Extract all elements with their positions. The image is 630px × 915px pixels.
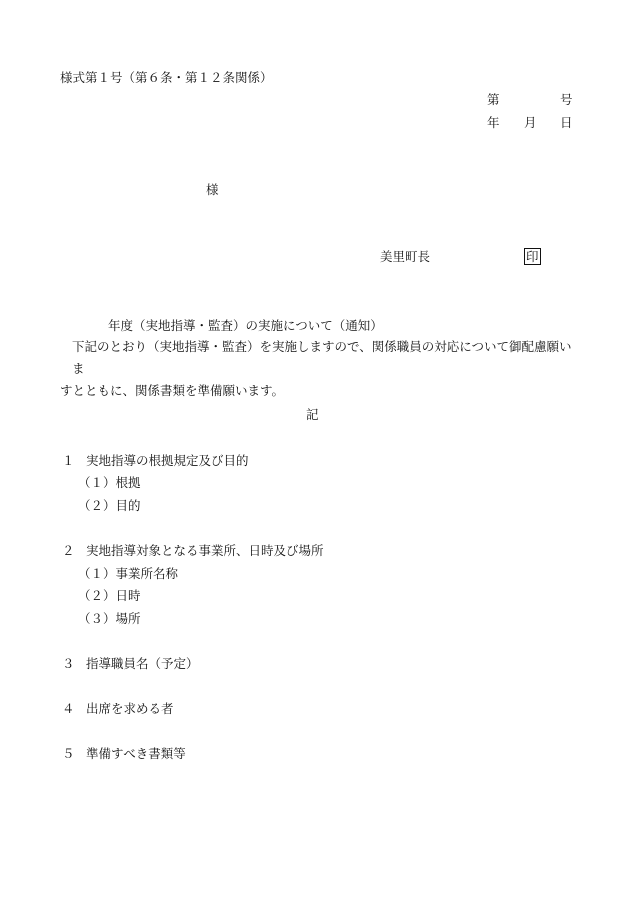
- subject-text: （実地指導・監査）の実施について（通知）: [133, 318, 383, 333]
- section-1-title: 実地指導の根拠規定及び目的: [86, 453, 249, 468]
- section-4-title: 出席を求める者: [86, 701, 174, 716]
- section-5-number: ５: [62, 746, 75, 761]
- doc-number-suffix: 号: [560, 92, 573, 107]
- section-3-number: ３: [62, 656, 75, 671]
- form-label: 様式第１号（第６条・第１２条関係）: [60, 70, 273, 85]
- seal-text: 印: [526, 249, 539, 264]
- subject-fiscal-year: 年度: [108, 318, 134, 333]
- addressee-suffix: 様: [206, 182, 219, 197]
- body-paragraph: [60, 336, 580, 402]
- section-1-item-1: （１）根拠: [78, 475, 141, 490]
- section-2-item-3: （３）場所: [78, 611, 141, 626]
- body-line-1: 下記のとおり（実地指導・監査）を実施しますので、関係職員の対応について御配慮願いま: [72, 339, 572, 376]
- subject-line: [108, 318, 383, 334]
- section-2-title: 実地指導対象となる事業所、日時及び場所: [86, 543, 324, 558]
- section-2-number: ２: [62, 543, 75, 558]
- section-2-item-2: （２）日時: [78, 588, 141, 603]
- section-1-item-2: （２）目的: [78, 498, 141, 513]
- body-line-2: すとともに、関係書類を準備願います。: [60, 383, 285, 398]
- sender-title: 美里町長: [380, 249, 431, 264]
- date-day: 日: [560, 115, 573, 130]
- section-3-title: 指導職員名（予定）: [86, 656, 199, 671]
- section-2-item-1: （１）事業所名称: [78, 566, 179, 581]
- date-year: 年: [487, 115, 500, 130]
- ki-heading: 記: [306, 407, 319, 422]
- section-1-number: １: [62, 453, 75, 468]
- doc-number-prefix: 第: [487, 92, 500, 107]
- section-5-title: 準備すべき書類等: [86, 746, 186, 761]
- date-month: 月: [524, 115, 537, 130]
- seal-mark: [524, 248, 541, 265]
- section-4-number: ４: [62, 701, 75, 716]
